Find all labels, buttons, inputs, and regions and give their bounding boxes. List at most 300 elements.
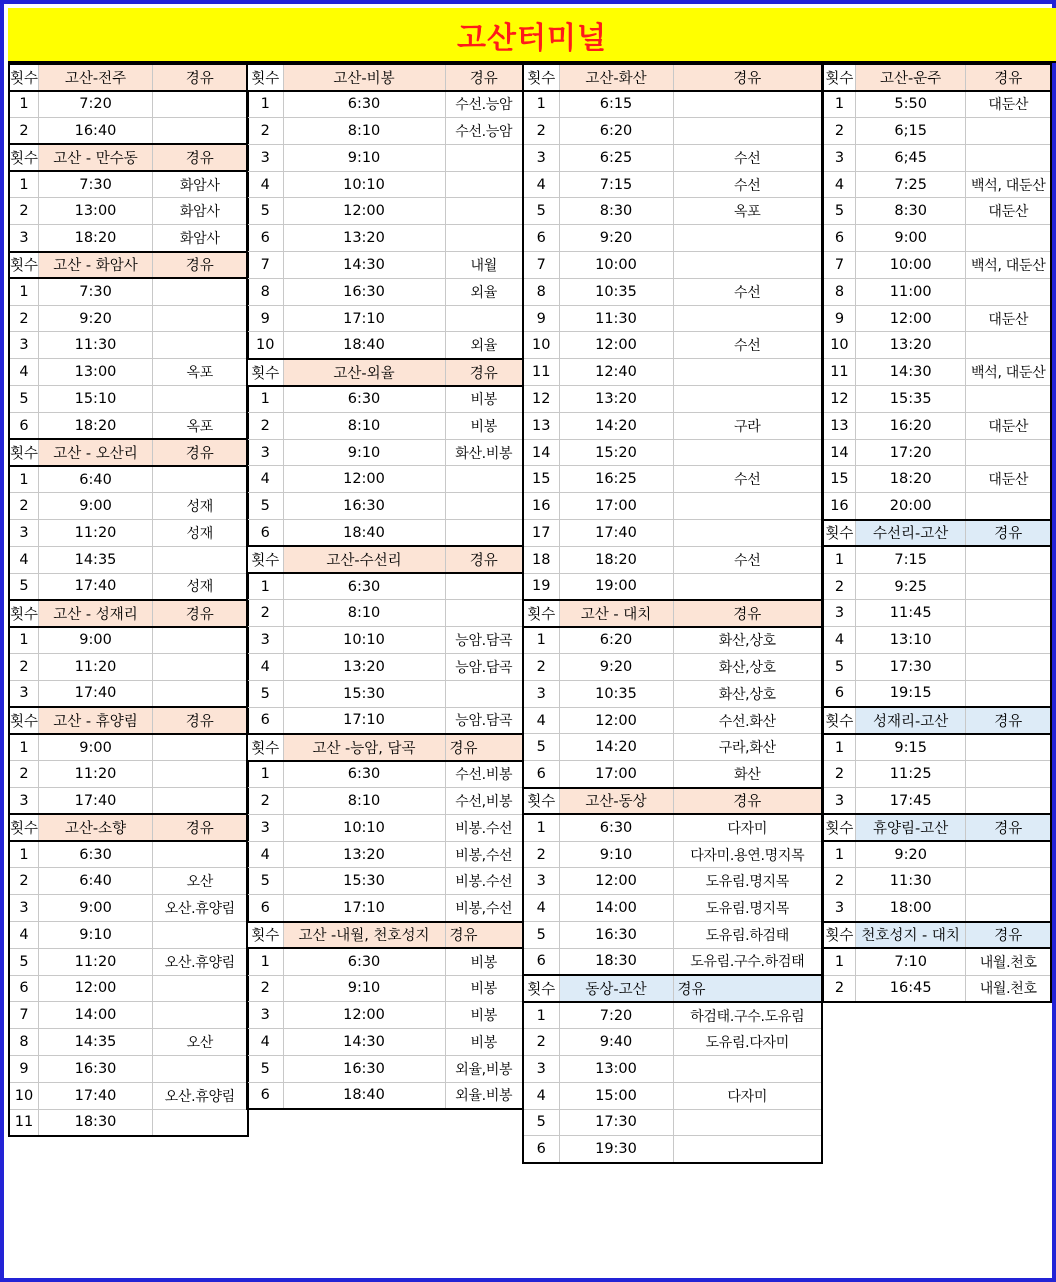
via-header: 경유 [445, 64, 523, 91]
trip-number: 3 [247, 627, 283, 654]
table-row [9, 1055, 248, 1082]
schedule-table [822, 63, 1052, 1003]
table-row [247, 654, 523, 681]
departure-time: 11:20 [39, 520, 153, 547]
departure-time: 6:40 [39, 868, 153, 895]
table-row [823, 573, 1051, 600]
via-header: 경유 [153, 707, 248, 734]
table-row [9, 654, 248, 681]
via-stops: 대둔산 [966, 466, 1051, 493]
via-stops: 비봉 [445, 412, 523, 439]
via-stops: 비봉.수선 [445, 868, 523, 895]
departure-time: 18:40 [283, 332, 445, 359]
trip-number: 15 [523, 466, 559, 493]
via-stops [153, 466, 248, 493]
via-stops: 오산 [153, 1029, 248, 1056]
departure-time: 8:10 [283, 788, 445, 815]
table-row [247, 225, 523, 252]
via-stops: 성재 [153, 573, 248, 600]
departure-time: 9:10 [559, 841, 673, 868]
route-name: 고산 - 대치 [559, 600, 673, 627]
trip-number: 1 [9, 278, 39, 305]
departure-time: 9:15 [855, 734, 966, 761]
table-row [247, 788, 523, 815]
trip-number: 2 [523, 118, 559, 145]
table-row [247, 466, 523, 493]
trip-number: 3 [9, 895, 39, 922]
via-stops: 수선.화산 [673, 707, 822, 734]
trip-number: 3 [247, 144, 283, 171]
departure-time: 16:30 [283, 278, 445, 305]
via-header: 경유 [153, 252, 248, 279]
table-row [823, 493, 1051, 520]
table-row [523, 493, 822, 520]
trip-number: 11 [9, 1109, 39, 1136]
departure-time: 8:10 [283, 412, 445, 439]
via-stops [445, 171, 523, 198]
count-header: 횟수 [823, 707, 855, 734]
departure-time: 6:30 [283, 761, 445, 788]
trip-number: 4 [523, 707, 559, 734]
table-row [9, 1109, 248, 1136]
via-stops [673, 305, 822, 332]
trip-number: 5 [9, 386, 39, 413]
table-row [9, 359, 248, 386]
trip-number: 1 [523, 814, 559, 841]
via-stops [445, 144, 523, 171]
departure-time: 12:00 [283, 466, 445, 493]
trip-number: 19 [523, 573, 559, 600]
departure-time: 17:10 [283, 305, 445, 332]
table-row [9, 386, 248, 413]
departure-time: 15:35 [855, 386, 966, 413]
departure-time: 9:00 [855, 225, 966, 252]
trip-number: 3 [247, 814, 283, 841]
via-stops [153, 627, 248, 654]
trip-number: 4 [523, 895, 559, 922]
trip-number: 6 [523, 225, 559, 252]
table-row [9, 278, 248, 305]
via-stops: 다자미 [673, 814, 822, 841]
via-stops [153, 91, 248, 118]
table-row [9, 546, 248, 573]
route-name: 고산 - 화암사 [39, 252, 153, 279]
via-stops: 외율.비봉 [445, 1082, 523, 1109]
departure-time: 6:30 [283, 91, 445, 118]
trip-number: 6 [823, 680, 855, 707]
via-stops: 구라 [673, 412, 822, 439]
table-row [523, 734, 822, 761]
trip-number: 6 [247, 707, 283, 734]
via-stops [673, 386, 822, 413]
via-stops [673, 359, 822, 386]
departure-time: 7:15 [855, 546, 966, 573]
count-header: 횟수 [823, 922, 855, 949]
via-stops: 옥포 [153, 359, 248, 386]
departure-time: 10:00 [559, 252, 673, 279]
via-stops [153, 546, 248, 573]
table-row [9, 225, 248, 252]
via-stops [153, 788, 248, 815]
table-row [9, 198, 248, 225]
departure-time: 17:40 [559, 520, 673, 547]
trip-number: 3 [523, 868, 559, 895]
via-stops [445, 680, 523, 707]
via-stops [966, 680, 1051, 707]
trip-number: 1 [823, 734, 855, 761]
schedule-table [8, 63, 249, 1137]
via-stops: 성재 [153, 520, 248, 547]
route-header [247, 734, 523, 761]
trip-number: 1 [9, 627, 39, 654]
trip-number: 4 [9, 359, 39, 386]
via-stops: 다자미.용연.명지목 [673, 841, 822, 868]
departure-time: 6:40 [39, 466, 153, 493]
via-stops [966, 654, 1051, 681]
departure-time: 18:00 [855, 895, 966, 922]
table-row [247, 948, 523, 975]
departure-time: 6;15 [855, 118, 966, 145]
via-stops [966, 627, 1051, 654]
departure-time: 17:10 [283, 707, 445, 734]
departure-time: 12:00 [283, 198, 445, 225]
via-stops: 오산 [153, 868, 248, 895]
table-row [823, 171, 1051, 198]
trip-number: 3 [9, 520, 39, 547]
route-header [523, 600, 822, 627]
trip-number: 5 [9, 573, 39, 600]
via-header: 경유 [445, 359, 523, 386]
departure-time: 13:20 [283, 654, 445, 681]
count-header: 횟수 [523, 788, 559, 815]
table-row [247, 520, 523, 547]
count-header: 횟수 [9, 439, 39, 466]
trip-number: 15 [823, 466, 855, 493]
via-stops: 도유림.하검태 [673, 922, 822, 949]
departure-time: 9:10 [283, 439, 445, 466]
trip-number: 6 [523, 1136, 559, 1163]
trip-number: 16 [823, 493, 855, 520]
table-row [9, 493, 248, 520]
trip-number: 8 [523, 278, 559, 305]
table-row [823, 734, 1051, 761]
table-row [823, 975, 1051, 1002]
table-row [9, 680, 248, 707]
via-stops: 화암사 [153, 225, 248, 252]
table-row [823, 654, 1051, 681]
via-stops: 외율,비봉 [445, 1055, 523, 1082]
via-stops [673, 520, 822, 547]
table-row [9, 841, 248, 868]
via-stops: 비봉 [445, 1002, 523, 1029]
trip-number: 14 [823, 439, 855, 466]
table-row [9, 1082, 248, 1109]
trip-number: 8 [247, 278, 283, 305]
departure-time: 14:00 [39, 1002, 153, 1029]
departure-time: 16:20 [855, 412, 966, 439]
trip-number: 2 [9, 198, 39, 225]
via-stops: 비봉,수선 [445, 895, 523, 922]
via-stops [153, 922, 248, 949]
trip-number: 5 [247, 1055, 283, 1082]
table-row [823, 600, 1051, 627]
table-row [523, 841, 822, 868]
via-stops [445, 493, 523, 520]
via-stops: 하검태.구수.도유림 [673, 1002, 822, 1029]
trip-number: 3 [823, 895, 855, 922]
via-stops [673, 439, 822, 466]
trip-number: 4 [247, 466, 283, 493]
table-row [9, 627, 248, 654]
table-row [523, 278, 822, 305]
via-stops: 오산.휴양림 [153, 948, 248, 975]
route-name: 동상-고산 [559, 975, 673, 1002]
via-stops: 대둔산 [966, 91, 1051, 118]
trip-number: 3 [823, 144, 855, 171]
trip-number: 3 [823, 600, 855, 627]
departure-time: 16:30 [283, 493, 445, 520]
via-stops [673, 91, 822, 118]
departure-time: 12:00 [559, 707, 673, 734]
trip-number: 4 [247, 841, 283, 868]
table-row [9, 868, 248, 895]
table-row [9, 332, 248, 359]
trip-number: 2 [523, 654, 559, 681]
via-stops [445, 600, 523, 627]
trip-number: 1 [9, 91, 39, 118]
via-stops [153, 1109, 248, 1136]
departure-time: 10:35 [559, 680, 673, 707]
route-header [9, 439, 248, 466]
via-stops: 수선.능암 [445, 118, 523, 145]
departure-time: 10:10 [283, 627, 445, 654]
trip-number: 2 [9, 654, 39, 681]
count-header: 횟수 [823, 64, 855, 91]
via-header: 경유 [153, 439, 248, 466]
departure-time: 11:30 [559, 305, 673, 332]
via-stops: 비봉,수선 [445, 841, 523, 868]
via-stops [966, 546, 1051, 573]
departure-time: 9:10 [283, 144, 445, 171]
departure-time: 16:30 [559, 922, 673, 949]
departure-time: 17:10 [283, 895, 445, 922]
trip-number: 7 [9, 1002, 39, 1029]
route-name: 고산-외율 [283, 359, 445, 386]
departure-time: 16:40 [39, 118, 153, 145]
departure-time: 9:40 [559, 1029, 673, 1056]
departure-time: 9:20 [39, 305, 153, 332]
trip-number: 4 [823, 627, 855, 654]
trip-number: 2 [9, 118, 39, 145]
trip-number: 2 [523, 841, 559, 868]
via-header: 경유 [966, 520, 1051, 547]
route-header [523, 788, 822, 815]
column-3 [522, 63, 823, 1164]
route-name: 고산 - 성재리 [39, 600, 153, 627]
route-name: 수선리-고산 [855, 520, 966, 547]
departure-time: 18:40 [283, 520, 445, 547]
departure-time: 16:45 [855, 975, 966, 1002]
via-stops: 화암사 [153, 198, 248, 225]
via-stops: 백석, 대둔산 [966, 171, 1051, 198]
departure-time: 17:30 [559, 1109, 673, 1136]
via-header: 경유 [966, 707, 1051, 734]
route-header [9, 707, 248, 734]
via-stops [966, 118, 1051, 145]
trip-number: 11 [823, 359, 855, 386]
trip-number: 4 [247, 1029, 283, 1056]
via-stops: 화산.비봉 [445, 439, 523, 466]
table-row [823, 278, 1051, 305]
via-header: 경유 [445, 546, 523, 573]
via-stops [966, 386, 1051, 413]
trip-number: 4 [823, 171, 855, 198]
via-stops [445, 466, 523, 493]
trip-number: 6 [523, 948, 559, 975]
table-row [247, 573, 523, 600]
via-stops: 화산 [673, 761, 822, 788]
table-row [823, 868, 1051, 895]
departure-time: 9:20 [559, 654, 673, 681]
departure-time: 11:20 [39, 654, 153, 681]
via-stops: 화산,상호 [673, 680, 822, 707]
table-row [247, 600, 523, 627]
departure-time: 12:00 [559, 868, 673, 895]
table-row [523, 895, 822, 922]
trip-number: 2 [9, 305, 39, 332]
column-2 [246, 63, 524, 1110]
via-stops: 비봉 [445, 386, 523, 413]
departure-time: 16:30 [283, 1055, 445, 1082]
departure-time: 12:00 [559, 332, 673, 359]
via-header: 경유 [966, 922, 1051, 949]
departure-time: 7:20 [559, 1002, 673, 1029]
table-row [247, 198, 523, 225]
via-stops: 수선,비봉 [445, 788, 523, 815]
via-stops [673, 118, 822, 145]
via-header: 경유 [153, 144, 248, 171]
table-row [523, 171, 822, 198]
departure-time: 9:20 [559, 225, 673, 252]
table-row [523, 332, 822, 359]
departure-time: 10:35 [559, 278, 673, 305]
departure-time: 15:30 [283, 868, 445, 895]
via-stops: 성재 [153, 493, 248, 520]
via-stops: 능암.담곡 [445, 707, 523, 734]
table-row [523, 91, 822, 118]
table-row [9, 573, 248, 600]
departure-time: 10:00 [855, 252, 966, 279]
departure-time: 6:30 [283, 573, 445, 600]
trip-number: 8 [823, 278, 855, 305]
departure-time: 13:00 [39, 359, 153, 386]
table-row [523, 1029, 822, 1056]
trip-number: 11 [523, 359, 559, 386]
route-name: 고산-수선리 [283, 546, 445, 573]
trip-number: 2 [247, 788, 283, 815]
route-name: 천호성지 - 대치 [855, 922, 966, 949]
trip-number: 3 [247, 1002, 283, 1029]
via-stops: 옥포 [153, 412, 248, 439]
table-row [823, 359, 1051, 386]
table-row [9, 895, 248, 922]
route-name: 고산-전주 [39, 64, 153, 91]
departure-time: 11:30 [39, 332, 153, 359]
trip-number: 5 [523, 922, 559, 949]
table-row [523, 1082, 822, 1109]
departure-time: 7:25 [855, 171, 966, 198]
table-row [247, 1029, 523, 1056]
departure-time: 6:25 [559, 144, 673, 171]
via-stops [153, 1002, 248, 1029]
trip-number: 1 [823, 546, 855, 573]
departure-time: 6:15 [559, 91, 673, 118]
via-stops [966, 573, 1051, 600]
trip-number: 13 [523, 412, 559, 439]
via-stops: 내월.천호 [966, 975, 1051, 1002]
via-stops: 수선 [673, 144, 822, 171]
table-row [523, 305, 822, 332]
table-row [823, 332, 1051, 359]
trip-number: 6 [523, 761, 559, 788]
trip-number: 1 [247, 573, 283, 600]
departure-time: 14:35 [39, 546, 153, 573]
via-stops [153, 680, 248, 707]
via-stops [966, 895, 1051, 922]
via-stops: 대둔산 [966, 198, 1051, 225]
via-stops [153, 118, 248, 145]
table-row [523, 1136, 822, 1163]
departure-time: 9:25 [855, 573, 966, 600]
via-stops [153, 1055, 248, 1082]
via-stops [153, 386, 248, 413]
trip-number: 12 [523, 386, 559, 413]
departure-time: 14:20 [559, 734, 673, 761]
via-stops [153, 761, 248, 788]
via-stops [673, 493, 822, 520]
departure-time: 11:25 [855, 761, 966, 788]
table-row [523, 466, 822, 493]
table-row [523, 1002, 822, 1029]
table-row [523, 680, 822, 707]
trip-number: 4 [247, 654, 283, 681]
table-row [523, 144, 822, 171]
via-stops: 백석, 대둔산 [966, 359, 1051, 386]
trip-number: 5 [523, 198, 559, 225]
via-stops: 화암사 [153, 171, 248, 198]
trip-number: 10 [9, 1082, 39, 1109]
trip-number: 9 [823, 305, 855, 332]
via-stops [153, 841, 248, 868]
count-header: 횟수 [247, 922, 283, 949]
via-header: 경유 [445, 922, 523, 949]
via-stops [966, 332, 1051, 359]
departure-time: 8:30 [855, 198, 966, 225]
route-name: 고산 - 휴양림 [39, 707, 153, 734]
trip-number: 1 [523, 1002, 559, 1029]
departure-time: 7:30 [39, 278, 153, 305]
departure-time: 6:30 [559, 814, 673, 841]
table-row [247, 305, 523, 332]
via-stops [153, 975, 248, 1002]
table-row [523, 1109, 822, 1136]
departure-time: 14:35 [39, 1029, 153, 1056]
departure-time: 17:20 [855, 439, 966, 466]
via-stops: 다자미 [673, 1082, 822, 1109]
via-stops [966, 788, 1051, 815]
via-stops [966, 868, 1051, 895]
via-stops: 능암.담곡 [445, 627, 523, 654]
